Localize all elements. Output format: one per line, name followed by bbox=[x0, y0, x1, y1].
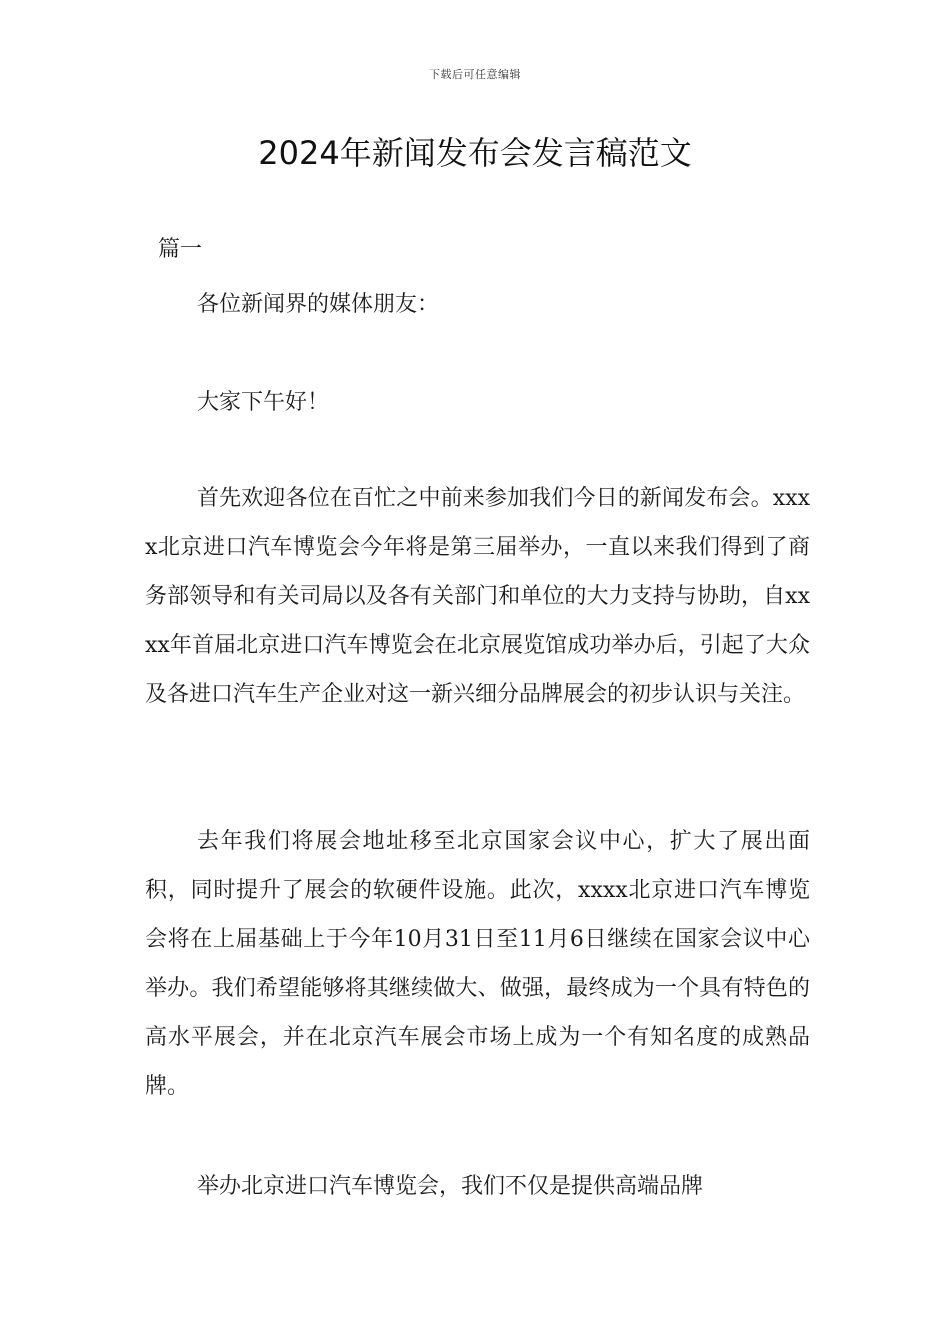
greeting-paragraph: 各位新闻界的媒体朋友： bbox=[197, 292, 440, 317]
body-paragraph-3: 举办北京进口汽车博览会，我们不仅是提供高端品牌 bbox=[197, 1174, 704, 1199]
header-note: 下载后可任意编辑 bbox=[429, 68, 521, 81]
document-title: 2024年新闻发布会发言稿范文 bbox=[258, 134, 692, 172]
body-paragraph-1: 首先欢迎各位在百忙之中前来参加我们今日的新闻发布会。xxxx北京进口汽车博览会今年将是第三届举办，一直以来我们得到了商务部领导和有关司局以及各有关部门和单位的大力支持与协助，自xxxx年首届北京进口汽车博览会在北京展览馆成功举办后，引起了大众及各进口汽车生产企业对这一新兴细分品牌展会的初步认识与关注。 bbox=[145, 486, 810, 707]
section-label: 篇一 bbox=[158, 237, 203, 262]
body-paragraph-2: 去年我们将展会地址移至北京国家会议中心，扩大了展出面积，同时提升了展会的软硬件设施。此次，xxxx北京进口汽车博览会将在上届基础上于今年10月31日至11月6日继续在国家会议中心举办。我们希望能够将其继续做大、做强，最终成为一个具有特色的高水平展会，并在北京汽车展会市场上成为一个有知名度的成熟品牌。 bbox=[145, 829, 810, 1099]
salutation-paragraph: 大家下午好！ bbox=[197, 390, 330, 415]
